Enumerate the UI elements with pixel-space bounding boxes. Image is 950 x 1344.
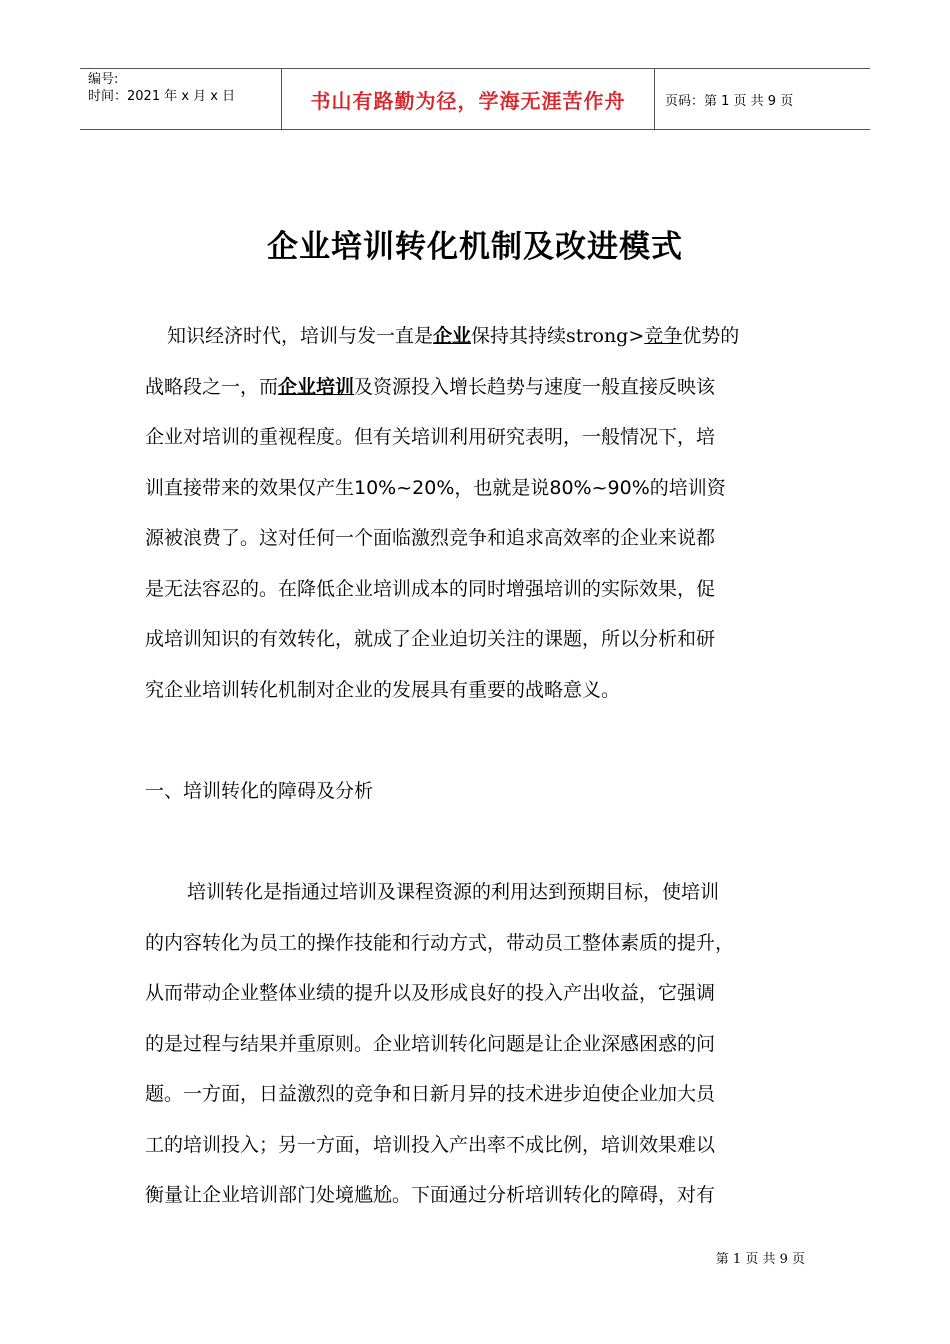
paragraph-line: 培训转化是指通过培训及课程资源的利用达到预期目标，使培训 [187,881,720,903]
paragraph-line: 工的培训投入；另一方面，培训投入产出率不成比例，培训效果难以 [145,1133,716,1156]
paragraph-line: 企业对培训的重视程度。但有关培训利用研究表明，一般情况下，培 [145,426,716,448]
paragraph-line: 战略段之一，而企业培训及资源投入增长趋势与速度一般直接反映该 [145,375,716,398]
intro-paragraph [145,311,810,715]
paragraph-line: 源被浪费了。这对任何一个面临激烈竞争和追求高效率的企业来说都 [145,527,716,549]
paragraph-line: 题。一方面，日益激烈的竞争和日新月异的技术进步迫使企业加大员 [145,1083,716,1105]
link-enterprise-training[interactable]: 企业培训 [278,375,355,398]
paragraph-line: 知识经济时代，培训与发一直是企业保持其持续strong>竞争优势的 [167,325,740,347]
page-footer: 第 1 页 共 9 页 [715,1252,805,1267]
document-title: 企业培训转化机制及改进模式 [267,228,683,265]
paragraph-line: 成培训知识的有效转化，就成了企业迫切关注的课题，所以分析和研 [145,628,716,650]
page-header [80,68,870,130]
header-page-info: 页码：第 1 页 共 9 页 [665,93,794,109]
link-competition[interactable]: 竞争 [644,325,683,347]
document-date: 时间：2021 年 x 月 x 日 [88,89,236,104]
paragraph-line: 究企业培训转化机制对企业的发展具有重要的战略意义。 [145,678,621,701]
header-meta [80,69,282,129]
paragraph-line: 的内容转化为员工的操作技能和行动方式，带动员工整体素质的提升， [145,931,735,954]
header-motto: 书山有路勤为径，学海无涯苦作舟 [282,69,655,129]
paragraph-line: 衡量让企业培训部门处境尴尬。下面通过分析培训转化的障碍，对有 [145,1184,716,1206]
link-enterprise[interactable]: 企业 [433,325,472,347]
paragraph-line: 是无法容忍的。在降低企业培训成本的同时增强培训的实际效果，促 [145,577,716,600]
body-paragraph [145,867,810,1221]
section-heading: 一、培训转化的障碍及分析 [145,780,374,802]
paragraph-line: 的是过程与结果并重原则。企业培训转化问题是让企业深感困惑的问 [145,1032,716,1055]
document-number-label: 编号: [88,72,119,87]
paragraph-line: 从而带动企业整体业绩的提升以及形成良好的投入产出收益，它强调 [145,982,716,1004]
paragraph-line: 训直接带来的效果仅产生10%~20%，也就是说80%~90%的培训资 [145,476,726,499]
